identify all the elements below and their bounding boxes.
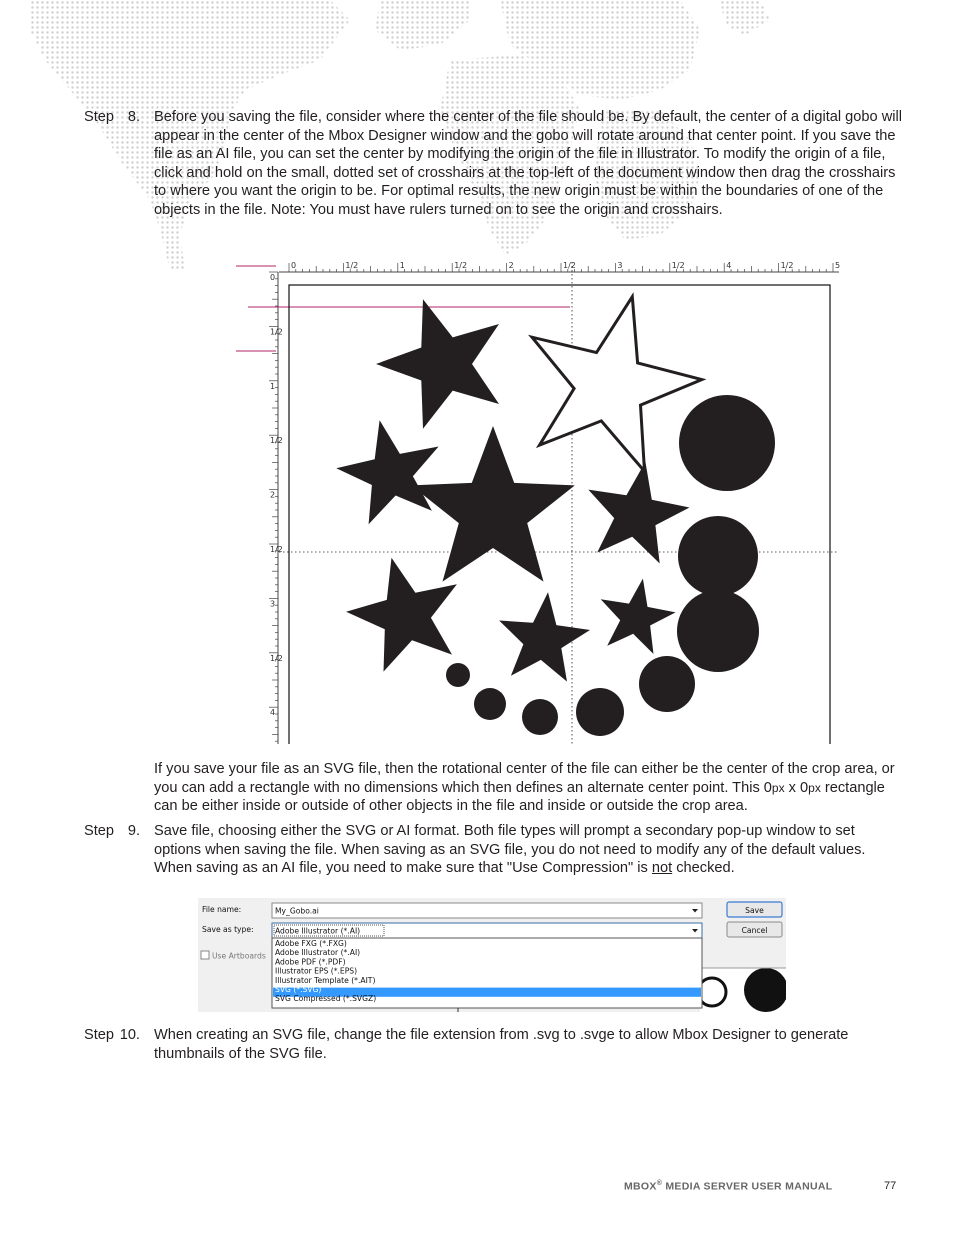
gobo-star-outline xyxy=(532,297,702,472)
ruler-label: 1/2 xyxy=(780,261,794,270)
save-type-value: Adobe Illustrator (*.AI) xyxy=(275,926,361,936)
cancel-button-label: Cancel xyxy=(741,926,768,935)
ruler-label: 0 xyxy=(291,261,297,270)
step-word: Step xyxy=(84,109,115,125)
type-option[interactable]: Adobe Illustrator (*.AI) xyxy=(275,948,361,958)
gobo-circle xyxy=(474,688,506,720)
type-option[interactable]: Illustrator Template (*.AIT) xyxy=(275,975,376,985)
note-text: x 0 xyxy=(784,779,809,796)
file-name-input[interactable] xyxy=(272,903,702,918)
ruler-label: 1/2 xyxy=(345,261,359,270)
type-option[interactable]: Adobe PDF (*.PDF) xyxy=(275,957,346,967)
gobo-star xyxy=(588,462,689,564)
gobo-circle xyxy=(446,663,470,687)
ruler-label: 0 xyxy=(270,273,276,282)
use-artboards-label: Use Artboards xyxy=(212,951,266,961)
gobo-star xyxy=(336,420,438,524)
ruler-label: 1/2 xyxy=(563,261,576,270)
ruler-label: 1/2 xyxy=(270,653,283,663)
gobo-circle xyxy=(522,699,558,735)
file-name-value: My_Gobo.ai xyxy=(275,906,319,916)
ruler-label: 2 xyxy=(270,490,276,500)
step-label xyxy=(84,822,150,841)
ruler-label: 1/2 xyxy=(671,261,685,270)
step-number: 9. xyxy=(127,823,140,839)
cancel-button[interactable] xyxy=(727,922,782,937)
gobo-star xyxy=(499,592,590,681)
ruler-label: 4 xyxy=(270,708,276,718)
gobo-circle xyxy=(576,688,624,736)
ruler-label: 4 xyxy=(726,261,732,270)
use-artboards-checkbox[interactable] xyxy=(201,951,209,959)
note-text: If you save your file as an SVG file, then the rotational center of the file can either be the center of the crop area, or you can add a rectangle with no dimensions which then defines an alternate center point. This 0 xyxy=(154,761,895,796)
step-9-text xyxy=(154,822,904,878)
ruler-label: 1/2 xyxy=(270,436,283,446)
footer-manual-title xyxy=(624,1180,832,1193)
ruler-label: 5 xyxy=(835,261,841,270)
step-8 xyxy=(84,108,904,220)
ruler-label: 1/2 xyxy=(270,327,283,337)
top-ruler xyxy=(279,258,839,272)
type-option[interactable]: SVG Compressed (*.SVGZ) xyxy=(275,994,377,1004)
registered-mark: ® xyxy=(656,1180,663,1187)
gobo-circle xyxy=(677,590,759,672)
save-button-label: Save xyxy=(745,906,764,915)
type-option[interactable]: Adobe FXG (*.FXG) xyxy=(275,939,347,948)
step-8-text: Before you saving the file, consider where the center of the file should be. By default, the center of a digital gobo will appear in the center of the Mbox Designer window and the gobo will rotate around that center point. If you save the file as an AI file, you can set the center by modifying the origin of the file in Illustrator. To modify the origin of a file, click and hold on the small, dotted set of crosshairs at the top-left of the document window then drag the crosshairs to where you want the origin to be. For optimal results, the new origin must be within the boundaries of one of the objects in the file. Note: You must have rulers turned on to see the origin and crosshairs. xyxy=(154,109,902,218)
note-unit: px xyxy=(808,780,821,795)
type-option[interactable]: SVG (*.SVG) xyxy=(275,985,322,994)
note-unit: px xyxy=(771,780,785,795)
step-label xyxy=(84,1026,150,1045)
step-word: Step xyxy=(84,823,115,839)
step-word: Step xyxy=(84,1027,115,1043)
gobo-circle xyxy=(678,516,758,596)
gobo-circle xyxy=(639,656,695,712)
filled-circle xyxy=(744,968,786,1012)
file-name-label: File name: xyxy=(202,905,242,914)
step-number: 10. xyxy=(119,1027,140,1043)
step-9-text-part: Save file, choosing either the SVG or AI format. Both file types will prompt a secondary pop-up window to set options when saving the file. When saving as an SVG file, you do not need to modify any of the default values. When saving as an AI file, you need to make sure that "Use Compression" is xyxy=(154,823,866,877)
step-9-text-part: checked. xyxy=(672,860,735,877)
step-10 xyxy=(84,1026,904,1063)
step-number: 8. xyxy=(127,109,140,125)
underlined-not: not xyxy=(651,860,673,877)
gobo-star xyxy=(601,579,676,654)
save-type-select[interactable] xyxy=(272,923,702,938)
gobo-shapes xyxy=(336,297,702,682)
svg-center-note xyxy=(154,760,904,816)
illustrator-artboard-figure xyxy=(236,258,844,744)
save-dialog-screenshot xyxy=(198,898,786,1012)
file-name-field[interactable] xyxy=(272,903,702,918)
save-button[interactable] xyxy=(727,902,782,917)
save-type-label: Save as type: xyxy=(202,925,254,934)
gobo-star xyxy=(376,299,499,428)
ruler-label: 3 xyxy=(270,599,276,609)
step-9 xyxy=(84,822,904,878)
ruler-label: 1/2 xyxy=(454,261,468,270)
gobo-star xyxy=(346,558,457,672)
ruler-label: 1 xyxy=(270,381,276,391)
step-label xyxy=(84,108,150,127)
ruler-label: 1 xyxy=(399,261,405,270)
page-number: 77 xyxy=(884,1180,897,1192)
step-10-text: When creating an SVG file, change the file extension from .svg to .svge to allow Mbox Designer to generate thumbnails of the SVG file. xyxy=(154,1027,849,1062)
gobo-circle xyxy=(679,395,775,491)
ruler-label: 3 xyxy=(617,261,623,270)
ruler-label: 2 xyxy=(508,261,514,270)
footer-brand: MBOX xyxy=(624,1180,657,1193)
type-option[interactable]: Illustrator EPS (*.EPS) xyxy=(275,966,358,976)
footer-title-text: MEDIA SERVER USER MANUAL xyxy=(662,1180,833,1193)
note-text: rectangle can be either inside or outside of other objects in the file and inside or outside the crop area. xyxy=(154,779,885,815)
ruler-label: 1/2 xyxy=(270,545,283,554)
